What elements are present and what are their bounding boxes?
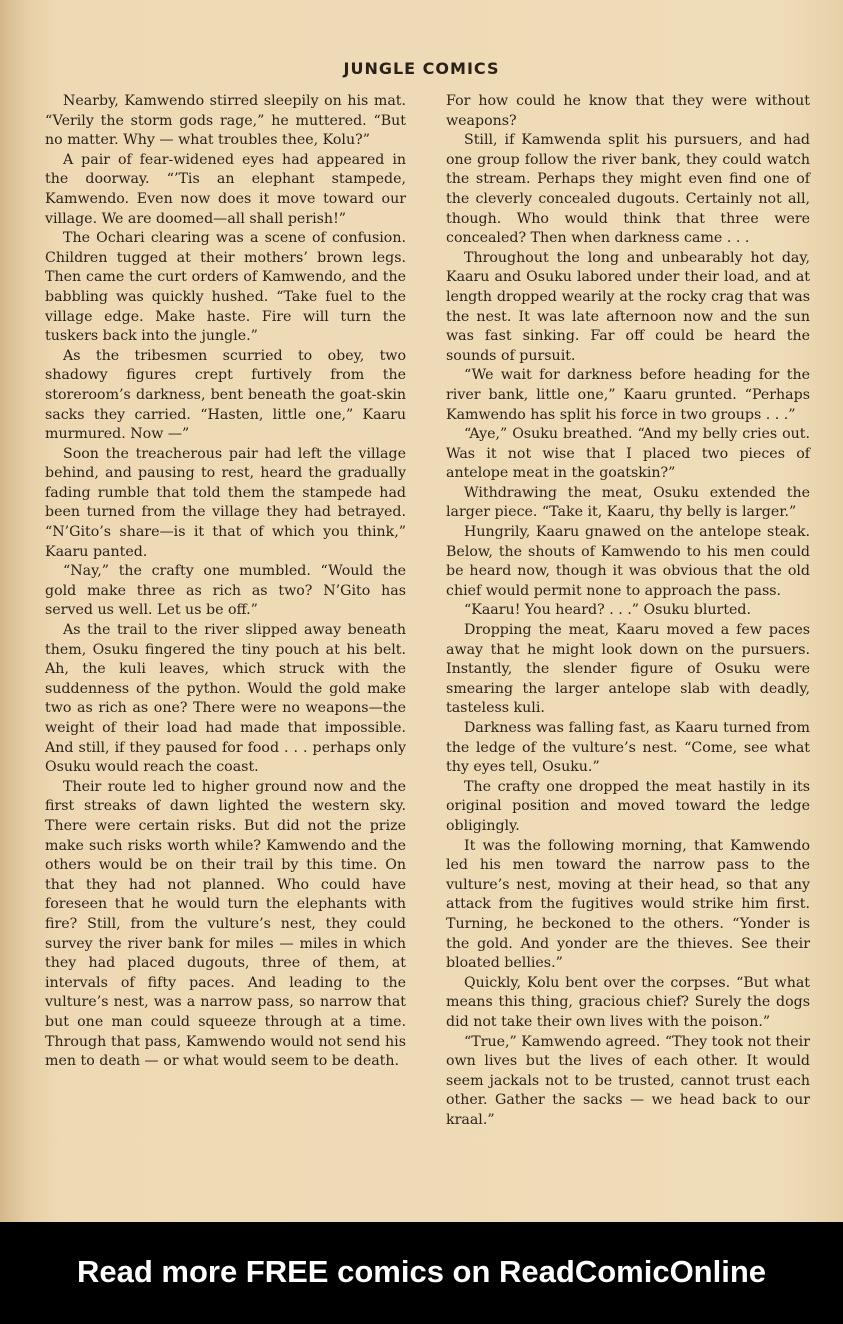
paragraph: “Kaaru! You heard? . . .” Osuku blurted. (464, 602, 752, 619)
paragraph: As the trail to the river slipped away beneath them, Osuku fingered the tiny pouch at his belt. Ah, the kuli leaves, which struck with the suddenness of the python. Would the gold make two as rich as one? There were no weapons—the weight of their load had made that impossible. And still, if they paused for food . . . perhaps only Osuku would reach the coast. (45, 622, 406, 776)
paragraph: Their route led to higher ground now and the first streaks of dawn lighted the western sky. There were certain risks. But did not the prize make such risks worth while? Kamwendo and the others would be on their trail by this time. On that they had not planned. Who could have foreseen that he would turn the elephants with fire? Still, from the vulture’s nest, they could survey the river bank for miles — miles in which they had placed dugouts, three of them, at intervals of fifty paces. And leading to the vulture’s nest, was a narrow pass, so narrow that but one man could squeeze through at a time. Through that pass, Kamwendo would not send his men to death — or what would seem to be death. (45, 778, 406, 1070)
text-column-left (45, 92, 406, 1072)
paragraph: Quickly, Kolu bent over the corpses. “But what means this thing, gracious chief? Surely the dogs did not take their own lives with the poison.” (446, 974, 810, 1030)
paragraph: Darkness was falling fast, as Kaaru turned from the ledge of the vulture’s nest. “Come, see what thy eyes tell, Osuku.” (446, 720, 810, 776)
paragraph: “Aye,” Osuku breathed. “And my belly cries out. Was it not wise that I placed two pieces of antelope meat in the goatskin?” (446, 426, 810, 482)
paragraph: The Ochari clearing was a scene of confusion. Children tugged at their mothers’ brown legs. Then came the curt orders of Kamwendo, and the babbling was quickly hushed. “Take fuel to the village edge. Make haste. Fire will turn the tuskers back into the jungle.” (45, 230, 406, 345)
paragraph: For how could he know that they were without weapons? (446, 93, 810, 129)
paragraph: “True,” Kamwendo agreed. “They took not their own lives but the lives of each other. It would seem jackals not to be trusted, cannot trust each other. Gather the sacks — we head back to our kraal.” (446, 1033, 810, 1128)
paragraph: Hungrily, Kaaru gnawed on the antelope steak. Below, the shouts of Kamwendo to his men could be heard now, though it was obvious that the old chief would permit none to approach the pass. (446, 524, 810, 599)
footer-banner-text[interactable]: Read more FREE comics on ReadComicOnline (76, 1254, 767, 1289)
paragraph: As the tribesmen scurried to obey, two shadowy figures crept furtively from the storeroom’s darkness, bent beneath the goat-skin sacks they carried. “Hasten, little one,” Kaaru murmured. Now —” (45, 347, 406, 443)
paragraph: Withdrawing the meat, Osuku extended the larger piece. “Take it, Kaaru, thy belly is larger.” (446, 484, 810, 521)
paragraph: It was the following morning, that Kamwendo led his men toward the narrow pass to the vulture’s nest, moving at their head, so that any attack from the fugitives would strike him first. Turning, he beckoned to the others. “Yonder is the gold. And yonder are the thieves. See their bloated bellies.” (446, 837, 810, 972)
paragraph: “We wait for darkness before heading for the river bank, little one,” Kaaru grunted. “Perhaps Kamwendo has split his force in two groups . . .” (446, 367, 810, 423)
text-column-right (446, 92, 810, 1130)
paragraph: Still, if Kamwenda split his pursuers, and had one group follow the river bank, they could watch the stream. Perhaps they might even find one of the cleverly concealed dugouts. Certainly not all, though. Who would think that three were concealed? Then when darkness came . . . (446, 132, 810, 247)
paragraph: The crafty one dropped the meat hastily in its original position and moved toward the ledge obligingly. (446, 778, 810, 834)
paragraph: Soon the treacherous pair had left the village behind, and pausing to rest, heard the gradually fading rumble that told them the stampede had been turned from the village they had betrayed. “N’Gito’s share—is it that of which you think,” Kaaru panted. (45, 445, 406, 560)
paragraph: Dropping the meat, Kaaru moved a few paces away that he might look down on the pursuers. Instantly, the slender figure of Osuku were smearing the larger antelope slab with deadly, tasteless kuli. (446, 622, 810, 717)
paragraph: “Nay,” the crafty one mumbled. “Would the gold make three as rich as two? N’Gito has served us well. Let us be off.” (45, 563, 406, 619)
paragraph: Nearby, Kamwendo stirred sleepily on his mat. “Verily the storm gods rage,” he muttered. “But no matter. Why — what troubles thee, Kolu?” (45, 93, 406, 149)
page-header-title: JUNGLE COMICS (343, 59, 500, 78)
paragraph: Throughout the long and unbearably hot day, Kaaru and Osuku labored under their load, and at length dropped wearily at the rocky crag that was the nest. It was late afternoon now and the sun was fast sinking. Far off could be heard the sounds of pursuit. (446, 249, 810, 364)
paragraph: A pair of fear-widened eyes had appeared in the doorway. “’Tis an elephant stampede, Kamwendo. Even now does it move toward our village. We are doomed—all shall perish!” (45, 151, 406, 227)
